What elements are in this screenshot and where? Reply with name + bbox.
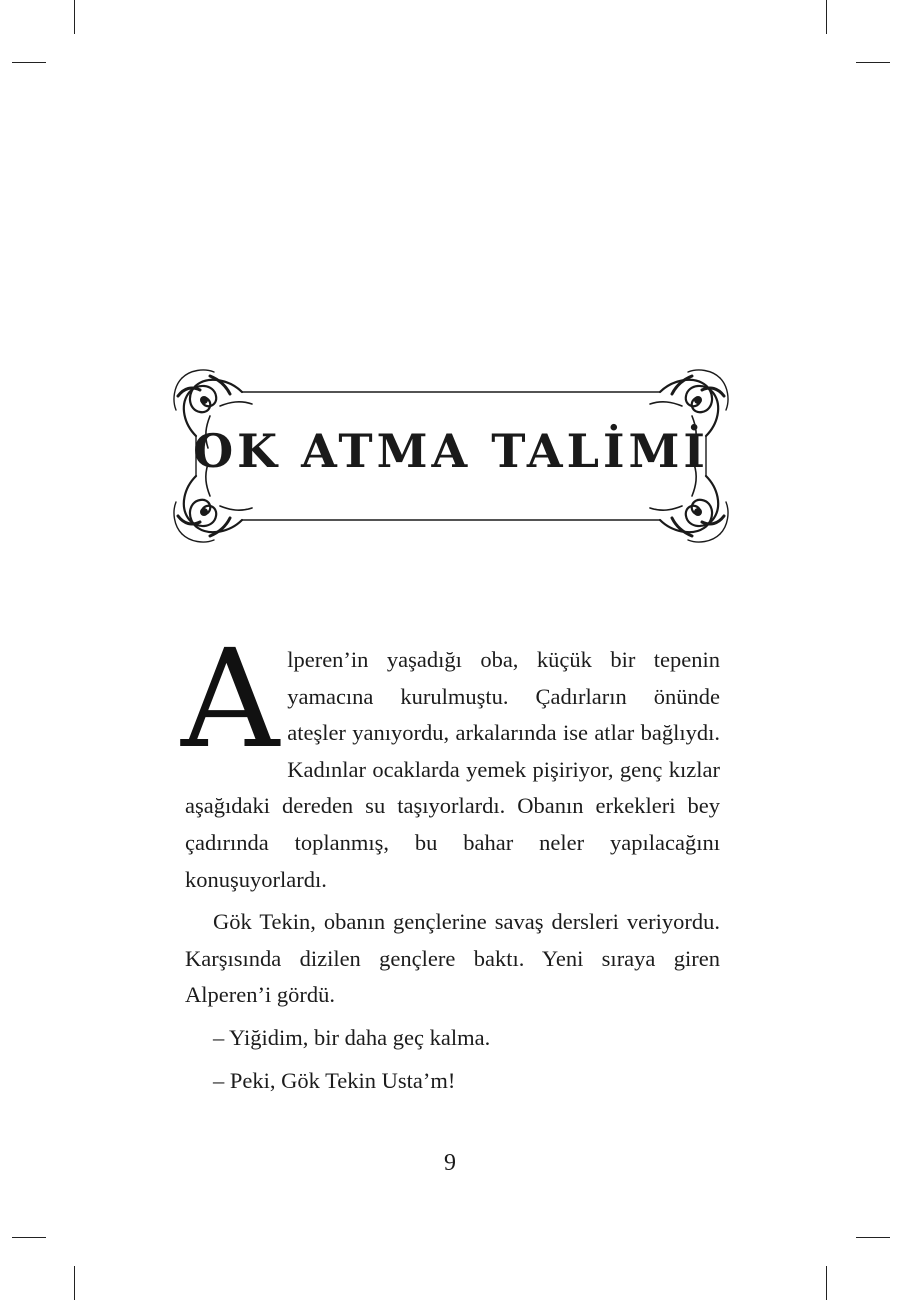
crop-mark [12,62,46,63]
chapter-title-frame [170,366,732,546]
crop-mark [856,62,890,63]
chapter-title: OK ATMA TALİMİ [193,424,709,478]
paragraph [181,621,720,898]
dialogue-line: – Yiğidim, bir daha geç kalma. [213,1024,491,1050]
crop-mark [12,1237,46,1238]
paragraph-text: lperen’in yaşadığı oba, küçük bir tepenin yamacına kurulmuştu. Çadırların önünde ateşler yanıyordu, arkalarında ise atlar bağlıydı. Kadınlar ocaklarda yemek pişiriyor, genç kızlar aşağıdaki dereden su taşıyorlardı. Obanın erkekleri bey çadırında toplanmış, bu bahar neler yapılacağını konuşuyorlardı. [185,647,720,892]
drop-cap: A [181,621,280,779]
page-number: 9 [444,1150,456,1176]
crop-mark [826,1266,827,1300]
chapter-body [181,621,720,1099]
crop-mark [74,0,75,34]
crop-mark [826,0,827,34]
dialogue-line: – Peki, Gök Tekin Usta’m! [213,1067,456,1093]
crop-mark [856,1237,890,1238]
paragraph: Gök Tekin, obanın gençlerine savaş dersleri veriyordu. Karşısında dizilen gençlere baktı. Yeni sıraya giren Alperen’i gördü. [185,909,720,1008]
crop-mark [74,1266,75,1300]
